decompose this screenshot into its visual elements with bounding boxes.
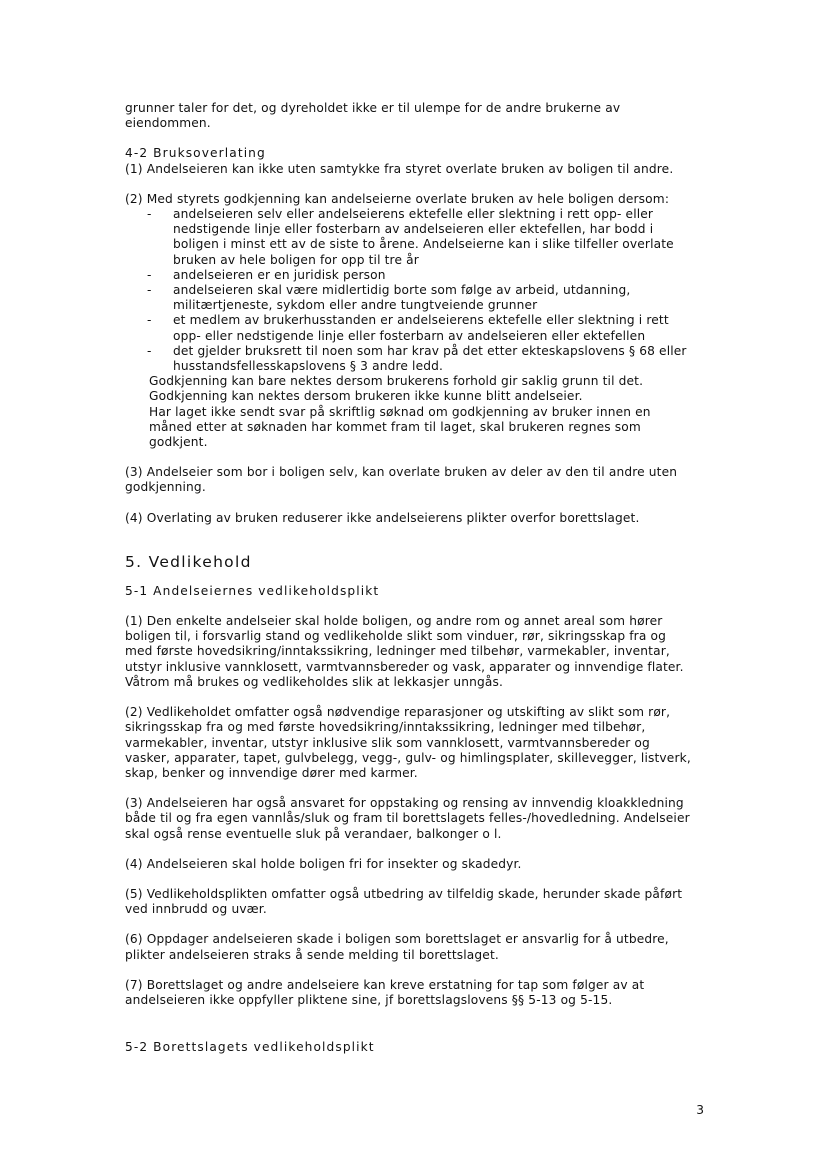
list-item: - andelseieren selv eller andelseierens ektefelle eller slektning i rett opp- eller nedstigende linje eller fosterbarn av andelseieren eller ektefellen, har bodd i boligen i minst ett av de siste to årene. Andelseierne kan i slike tilfeller overlate bruken av hele boligen for opp til tre år [125, 207, 715, 268]
list-item: - andelseieren skal være midlertidig borte som følge av arbeid, utdanning, militærtjeneste, sykdom eller andre tungtveiende grunner [125, 283, 715, 313]
intro-paragraph [125, 101, 715, 131]
text-line: grunner taler for det, og dyreholdet ikke er til ulempe for de andre brukerne av [125, 101, 621, 115]
paragraph-5-1-4: (4) Andelseieren skal holde boligen fri for insekter og skadedyr. [125, 856, 522, 871]
section-4-2-heading: 4-2 Bruksoverlating [125, 146, 266, 161]
paragraph-5-1-3: (3) Andelseieren har også ansvaret for oppstaking og rensing av innvendig kloakkledning både til og fra egen vannlås/sluk og fram til borettslagets felles-/hovedledning. Andelseier skal også rense eventuelle sluk på verandaer, balkonger o l. [125, 796, 690, 841]
page-number: 3 [696, 1103, 704, 1117]
approval-notes: Godkjenning kan bare nektes dersom brukerens forhold gir saklig grunn til det. Godkjenning kan nektes dersom brukeren ikke kunne blitt andelseier. Har laget ikke sendt svar på skriftlig søknad om godkjenning av bruker innen en måned etter at søknaden har kommet fram til laget, skal brukeren regnes som godkjent. [149, 374, 651, 450]
document-body [125, 101, 715, 1055]
condition-list [125, 207, 715, 374]
section-5-heading: 5. Vedlikehold [125, 552, 252, 571]
paragraph-5-1-2: (2) Vedlikeholdet omfatter også nødvendige reparasjoner og utskifting av slikt som rør, sikringsskap fra og med første hovedsikring/inntakssikring, ledninger med tilbehør, varmekabler, inventar, utstyr inklusive slik som vannklosett, varmtvannsbereder og vasker, apparater, tapet, gulvbelegg, vegg-, gulv- og himlingsplater, skillevegger, listverk, skap, benker og innvendige dører med karmer. [125, 705, 691, 780]
list-item: - det gjelder bruksrett til noen som har krav på det etter ekteskapslovens § 68 eller husstandsfellesskapslovens § 3 andre ledd. [125, 344, 715, 374]
paragraph-5-1-5: (5) Vedlikeholdsplikten omfatter også utbedring av tilfeldig skade, herunder skade påført ved innbrudd og uvær. [125, 886, 683, 917]
paragraph-5-1-6: (6) Oppdager andelseieren skade i boligen som borettslaget er ansvarlig for å utbedre, plikter andelseieren straks å sende melding til borettslaget. [125, 932, 669, 962]
paragraph-4-2-3: (3) Andelseier som bor i boligen selv, kan overlate bruken av deler av den til andre uten godkjenning. [125, 465, 678, 495]
list-item: - andelseieren er en juridisk person [125, 268, 715, 283]
paragraph-4-2-1: (1) Andelseieren kan ikke uten samtykke fra styret overlate bruken av boligen til andre. [125, 161, 674, 176]
paragraph-4-2-2-intro: (2) Med styrets godkjenning kan andelseierne overlate bruken av hele boligen dersom: [125, 191, 670, 206]
paragraph-5-1-1: (1) Den enkelte andelseier skal holde boligen, og andre rom og annet areal som hører boligen til, i forsvarlig stand og vedlikeholde slikt som vinduer, rør, sikringsskap fra og med første hovedsikring/inntakssikring, ledninger med tilbehør, varmekabler, inventar, utstyr inklusive vannklosett, varmtvannsbereder og vask, apparater og innvendige flater. Våtrom må brukes og vedlikeholdes slik at lekkasjer unngås. [125, 614, 684, 689]
section-5-1-heading: 5-1 Andelseiernes vedlikeholdsplikt [125, 583, 380, 598]
paragraph-5-1-7: (7) Borettslaget og andre andelseiere kan kreve erstatning for tap som følger av at andelseieren ikke oppfyller pliktene sine, jf borettslagslovens §§ 5-13 og 5-15. [125, 977, 645, 1007]
paragraph-4-2-4: (4) Overlating av bruken reduserer ikke andelseierens plikter overfor borettslaget. [125, 510, 640, 525]
list-item: - et medlem av brukerhusstanden er andelseierens ektefelle eller slektning i rett opp- eller nedstigende linje eller fosterbarn av andelseieren eller ektefellen [125, 313, 715, 343]
text-line: eiendommen. [125, 116, 211, 131]
section-5-2-heading: 5-2 Borettslagets vedlikeholdsplikt [125, 1040, 375, 1055]
